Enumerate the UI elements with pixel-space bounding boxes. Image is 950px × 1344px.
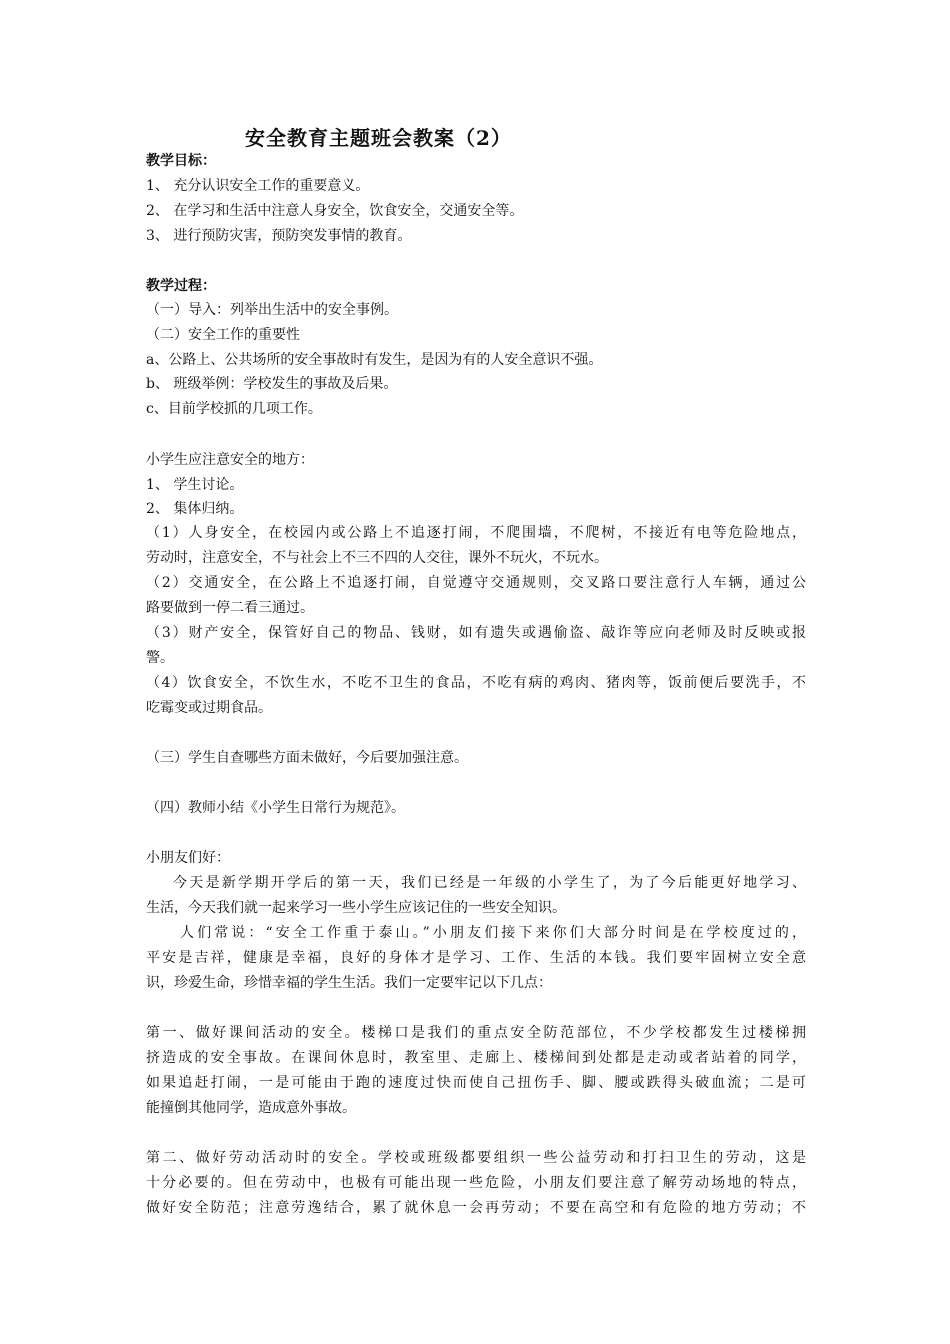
safety-item-line: 警。: [146, 650, 174, 666]
paragraph-line: 平安是吉祥，健康是幸福，良好的身体才是学习、工作、生活的本钱。我们要牢固树立安全意: [146, 950, 806, 966]
safety-item-line: 路要做到一停二看三通过。: [146, 600, 314, 616]
document-title: 安全教育主题班会教案（2）: [245, 126, 512, 150]
safety-item-line: 吃霉变或过期食品。: [146, 700, 272, 716]
paragraph-line: 今天是新学期开学后的第一天，我们已经是一年级的小学生了，为了今后能更好地学习、: [173, 875, 806, 891]
process-item: c、目前学校抓的几项工作。: [146, 401, 322, 417]
goal-item: 2、 在学习和生活中注意人身安全，饮食安全，交通安全等。: [146, 203, 524, 219]
paragraph-line: 第一、做好课间活动的安全。楼梯口是我们的重点安全防范部位，不少学校都发生过楼梯拥: [146, 1025, 806, 1041]
goal-item: 3、 进行预防灾害，预防突发事情的教育。: [146, 228, 412, 244]
goals-heading: 教学目标：: [146, 153, 216, 169]
process-item: （一）导入：列举出生活中的安全事例。: [146, 302, 398, 318]
safety-item-line: （2）交通安全，在公路上不追逐打闹，自觉遵守交通规则，交叉路口要注意行人车辆，通过公: [146, 575, 806, 591]
places-heading: 小学生应注意安全的地方：: [146, 452, 314, 468]
paragraph-line: 做好安全防范；注意劳逸结合，累了就休息一会再劳动；不要在高空和有危险的地方劳动；不: [146, 1200, 806, 1216]
places-item: 2、 集体归纳。: [146, 501, 244, 517]
paragraph-line: 如果追赶打闹，一是可能由于跑的速度过快而使自己扭伤手、脚、腰或跌得头破血流；二是可: [146, 1075, 806, 1091]
safety-item-line: （3）财产安全，保管好自己的物品、钱财，如有遗失或遇偷盗、敲诈等应向老师及时反映或报: [146, 625, 806, 641]
process-item: a、公路上、公共场所的安全事故时有发生，是因为有的人安全意识不强。: [146, 352, 603, 368]
process-item: （二）安全工作的重要性: [146, 327, 300, 343]
process-heading: 教学过程：: [146, 278, 216, 294]
paragraph-line: 十分必要的。但在劳动中，也极有可能出现一些危险，小朋友们要注意了解劳动场地的特点，: [146, 1175, 806, 1191]
safety-item-line: （1）人身安全，在校园内或公路上不追逐打闹，不爬围墙，不爬树，不接近有电等危险地点，: [146, 525, 806, 541]
greeting: 小朋友们好：: [146, 850, 230, 866]
places-item: 1、 学生讨论。: [146, 477, 244, 493]
paragraph-line: 第二、做好劳动活动时的安全。学校或班级都要组织一些公益劳动和打扫卫生的劳动，这是: [146, 1150, 806, 1166]
safety-item-line: （4）饮食安全，不饮生水，不吃不卫生的食品，不吃有病的鸡肉、猪肉等，饭前便后要洗手，不: [146, 675, 806, 691]
step-three: （三）学生自查哪些方面未做好，今后要加强注意。: [146, 750, 468, 766]
paragraph-line: 能撞倒其他同学，造成意外事故。: [146, 1100, 356, 1116]
paragraph-line: 识，珍爱生命，珍惜幸福的学生生活。我们一定要牢记以下几点：: [146, 975, 552, 991]
safety-item-line: 劳动时，注意安全，不与社会上不三不四的人交往，课外不玩火，不玩水。: [146, 550, 608, 566]
paragraph-line: 生活，今天我们就一起来学习一些小学生应该记住的一些安全知识。: [146, 900, 566, 916]
step-four: （四）教师小结《小学生日常行为规范》。: [146, 800, 405, 816]
paragraph-line: 挤造成的安全事故。在课间休息时，教室里、走廊上、楼梯间到处都是走动或者站着的同学，: [146, 1050, 806, 1066]
goal-item: 1、 充分认识安全工作的重要意义。: [146, 178, 370, 194]
process-item: b、 班级举例：学校发生的事故及后果。: [146, 376, 398, 392]
paragraph-line: 人们常说：“安全工作重于泰山。”小朋友们接下来你们大部分时间是在学校度过的，: [180, 925, 806, 941]
